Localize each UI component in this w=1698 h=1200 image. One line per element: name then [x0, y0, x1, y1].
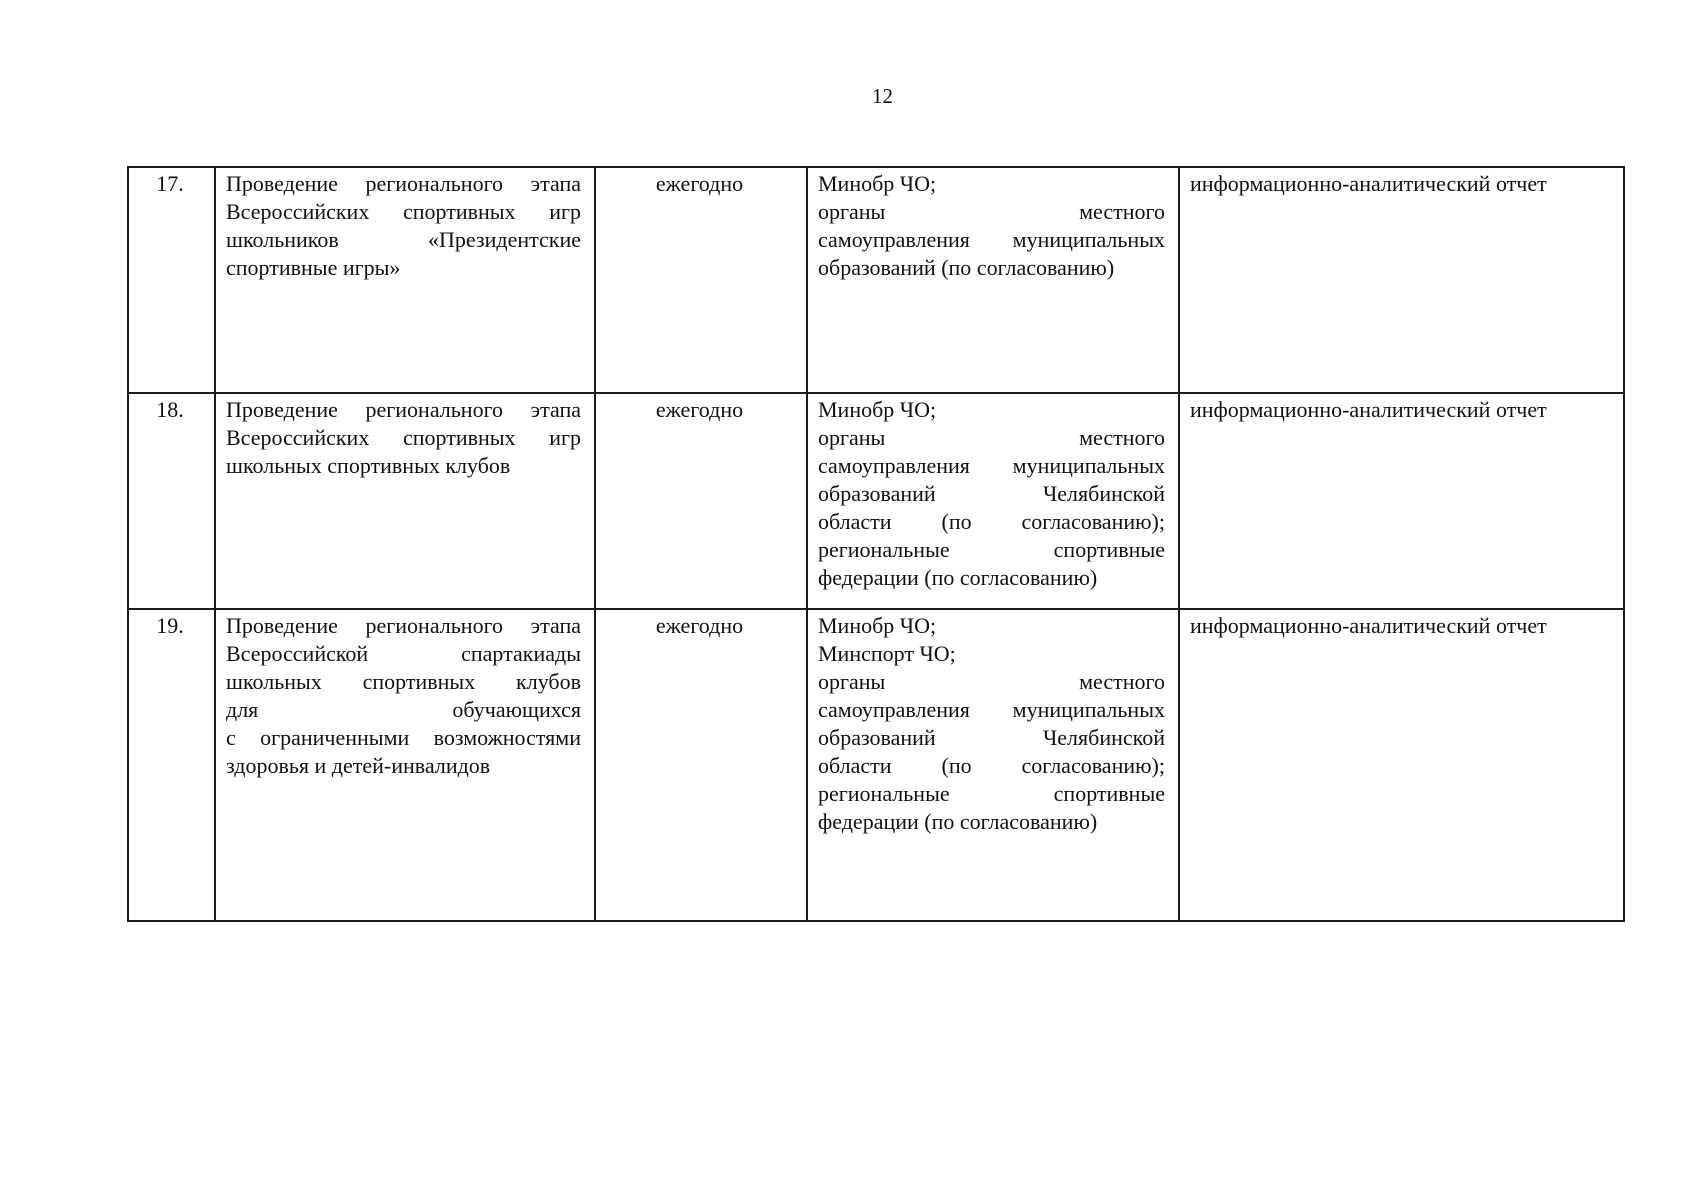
executor-line: Минспорт ЧО;: [818, 641, 956, 666]
executor-line: органы местного: [818, 425, 1165, 450]
term-cell: ежегодно: [595, 167, 807, 393]
table-row: [128, 167, 1624, 393]
result-cell: информационно-аналитический отчет: [1179, 167, 1624, 393]
result-cell: информационно-аналитический отчет: [1179, 393, 1624, 609]
executor-line: региональные спортивные: [818, 781, 1165, 806]
executor-cell: [807, 393, 1179, 609]
event-cell: [215, 609, 595, 921]
executor-line: федерации (по согласованию): [818, 565, 1098, 590]
event-line: Всероссийских спортивных игр: [226, 199, 581, 224]
executor-line: региональные спортивные: [818, 537, 1165, 562]
executor-line: самоуправления муниципальных: [818, 227, 1165, 252]
event-line: Всероссийских спортивных игр: [226, 425, 581, 450]
event-line: Проведение регионального этапа: [226, 613, 581, 638]
result-cell: информационно-аналитический отчет: [1179, 609, 1624, 921]
event-line: Проведение регионального этапа: [226, 171, 581, 196]
executor-line: области (по согласованию);: [818, 753, 1165, 778]
executor-line: органы местного: [818, 199, 1165, 224]
plan-table: [127, 166, 1625, 922]
table-row: [128, 609, 1624, 921]
executor-line: федерации (по согласованию): [818, 809, 1098, 834]
event-line: школьников «Президентские: [226, 227, 581, 252]
executor-line: Минобр ЧО;: [818, 171, 937, 196]
term-cell: ежегодно: [595, 393, 807, 609]
plan-table-container: [127, 166, 1623, 922]
executor-line: Минобр ЧО;: [818, 613, 937, 638]
row-number: 17.: [128, 167, 215, 393]
executor-line: органы местного: [818, 669, 1165, 694]
event-line: спортивные игры»: [226, 255, 401, 280]
event-line: с ограниченными возможностями: [226, 725, 581, 750]
row-number: 19.: [128, 609, 215, 921]
event-line: Всероссийской спартакиады: [226, 641, 581, 666]
event-cell: [215, 167, 595, 393]
executor-line: самоуправления муниципальных: [818, 453, 1165, 478]
table-row: [128, 393, 1624, 609]
executor-cell: [807, 167, 1179, 393]
event-line: Проведение регионального этапа: [226, 397, 581, 422]
event-line: школьных спортивных клубов: [226, 453, 511, 478]
executor-cell: [807, 609, 1179, 921]
executor-line: образований Челябинской: [818, 481, 1165, 506]
executor-line: самоуправления муниципальных: [818, 697, 1165, 722]
row-number: 18.: [128, 393, 215, 609]
term-cell: ежегодно: [595, 609, 807, 921]
executor-line: Минобр ЧО;: [818, 397, 937, 422]
event-cell: [215, 393, 595, 609]
event-line: для обучающихся: [226, 697, 581, 722]
event-line: здоровья и детей-инвалидов: [226, 753, 491, 778]
executor-line: образований Челябинской: [818, 725, 1165, 750]
event-line: школьных спортивных клубов: [226, 669, 581, 694]
executor-line: образований (по согласованию): [818, 255, 1115, 280]
page-number: 12: [872, 84, 893, 108]
executor-line: области (по согласованию);: [818, 509, 1165, 534]
